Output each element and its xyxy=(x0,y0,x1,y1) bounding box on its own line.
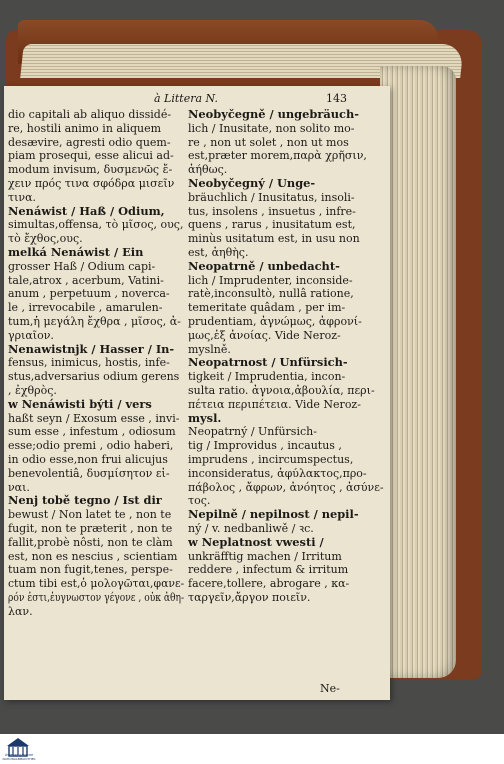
left-column-line: fensus, inimicus, hostis, infe- xyxy=(8,356,170,370)
right-column-line: myslně. xyxy=(188,342,231,356)
right-column-line: quens , rarus , inusitatum est, xyxy=(188,218,356,232)
left-column-line: modum invisum, δυσμενῶς ἔ- xyxy=(8,163,173,177)
right-column-line: re , non ut solet , non ut mos xyxy=(188,135,349,149)
right-column-line: ἀήθως. xyxy=(188,163,228,177)
left-column-line: τὸ ἔχθος,ους. xyxy=(8,232,83,246)
right-column-line: minùs usitatum est, in usu non xyxy=(188,232,360,246)
left-column-line: fallit,probè nôsti, non te clàm xyxy=(8,535,173,549)
left-column-line: bewust / Non latet te , non te xyxy=(8,508,172,522)
right-column-line: ratè,inconsultò, nullâ ratione, xyxy=(188,287,354,301)
right-column-line: tus, insolens , insuetus , infre- xyxy=(188,204,356,218)
running-head: à Littera N. xyxy=(154,92,218,105)
left-column-line: re, hostili animo in aliquem xyxy=(8,121,162,135)
left-column-line: τινα. xyxy=(8,190,37,204)
right-column-line: bräuchlich / Inusitatus, insoli- xyxy=(188,190,355,204)
left-column-line: tum,ἡ μεγάλη ἔχθρα , μῖσος, ἀ- xyxy=(8,315,181,328)
page-header xyxy=(4,92,390,108)
right-column-line: μως,ἐξ ἀνοίας. Vide Neroz- xyxy=(188,328,341,342)
right-column-line: Neobyčegně / ungebräuch- xyxy=(188,107,359,121)
left-column-line: Nenj tobě tegno / Ist dir xyxy=(8,493,162,508)
left-column-line: simultas,offensa, τὸ μῖσος, ους, xyxy=(8,218,184,232)
left-column-line: tuam non fugit,tenes, perspe- xyxy=(8,563,173,577)
right-column-line: tigkeit / Imprudentia, incon- xyxy=(188,370,346,384)
library-seal-label: ÖSTERREICHISCHE NATIONALBIBLIOTHEK xyxy=(2,753,36,761)
left-column-line: haßt seyn / Exosum esse , invi- xyxy=(8,411,180,425)
right-column-line: mysl. xyxy=(188,410,222,425)
right-column-line: reddere , infectum & irritum xyxy=(188,563,349,577)
left-column-line: , ἐχθρὸς. xyxy=(8,384,57,397)
left-column-line: Nenawistnjk / Hasser / In- xyxy=(8,341,175,356)
left-column-line: sum esse , infestum , odiosum xyxy=(8,425,176,439)
left-column-line: Nenáwist / Haß / Odium, xyxy=(8,203,165,218)
right-column-line: πέτεια περιπέτεια. Vide Neroz- xyxy=(188,397,361,411)
right-column-line: τος. xyxy=(188,494,211,508)
left-column-line: le , irrevocabile , amarulen- xyxy=(8,301,163,315)
right-column-line: Neopatrný / Unfürsich- xyxy=(188,425,317,439)
left-column-line: anum , perpetuum , noverca- xyxy=(8,287,170,301)
left-column-line: melká Nenáwist / Ein xyxy=(8,245,144,259)
right-column-line: Neobyčegný / Unge- xyxy=(188,176,316,190)
right-column-line: tig / Improvidus , incautus , xyxy=(188,439,342,453)
left-column-line: dio capitali ab aliquo dissidé- xyxy=(8,108,172,121)
right-column-line: est,præter morem,παρὰ χρῆσιν, xyxy=(188,149,367,163)
left-column-line: tale,atrox , acerbum, Vatini- xyxy=(8,273,164,287)
left-column-line: χειν πρός τινα σφόδρα μισεῖν xyxy=(8,177,175,190)
library-stamp-bar xyxy=(0,734,504,764)
right-column-line: Neopatrně / unbedacht- xyxy=(188,258,340,273)
left-column-line: stus,adversarius odium gerens xyxy=(8,370,180,384)
left-column-line: benevolentiâ, δυσμίσητον εἰ- xyxy=(8,466,170,480)
left-column-line: fugit, non te præterit , non te xyxy=(8,522,173,535)
left-column-line: grosser Haß / Odium capi- xyxy=(8,259,156,273)
right-column-line: Neopatrnost / Unfürsich- xyxy=(188,355,348,370)
left-column-line: γριαῖον. xyxy=(8,328,54,342)
right-column-line: lich / Inusitate, non solito mo- xyxy=(188,121,355,135)
catchword: Ne- xyxy=(320,682,340,695)
left-column-line: piam prosequi, esse alicui ad- xyxy=(8,149,174,163)
right-column-line: ný / v. nedbanliwě / ꝛc. xyxy=(188,522,314,535)
left-column-line: λαν. xyxy=(8,604,33,618)
right-column-line: sulta ratio. ἀγνοια,ἀβουλία, περι- xyxy=(188,384,375,397)
left-column-line: est, non es nescius , scientiam xyxy=(8,549,178,563)
page-stack-edge xyxy=(380,66,456,678)
right-column-line: temeritate quâdam , per im- xyxy=(188,301,346,315)
left-column-line: ctum tibi est,ὁ μολογῶται,φανε- xyxy=(8,577,185,591)
left-column-line: desævire, agresti odio quem- xyxy=(8,135,171,149)
right-column-line: imprudens , incircumspectus, xyxy=(188,453,354,466)
right-column-line: ταργεῖν,ἄργον ποιεῖν. xyxy=(188,591,311,604)
right-column-line: w Neplatnost vwesti / xyxy=(188,534,324,549)
right-column-line: inconsideratus, ἀφύλακτος,προ- xyxy=(188,466,367,480)
left-column-line: ναι. xyxy=(8,480,30,494)
right-column-line: Nepilně / nepilnost / nepil- xyxy=(188,507,359,522)
right-column-line: prudentiam, ἀγνώμως, ἀφρονί- xyxy=(188,315,362,328)
left-column-line: in odio esse,non frui alicujus xyxy=(8,453,168,466)
right-column-line: facere,tollere, abrogare , κα- xyxy=(188,577,350,591)
right-column-line: πάβολος , ἄφρων, ἀνόητος , ἀσύνε- xyxy=(188,480,384,494)
left-column-line: ρόν ἐστι,ἐυγνωστον γέγονε , οὐκ ἀθη- xyxy=(8,591,185,604)
left-column-line: esse;odio premi , odio haberi, xyxy=(8,439,174,453)
page-number: 143 xyxy=(326,92,347,105)
right-column-line: lich / Imprudenter, inconside- xyxy=(188,273,353,287)
right-column-line: est, ἀηθὴς. xyxy=(188,246,249,259)
right-column-line: unkräfftig machen / Irritum xyxy=(188,549,342,563)
book-page xyxy=(4,86,390,700)
left-column-line: w Nenáwisti býti / vers xyxy=(8,396,152,411)
